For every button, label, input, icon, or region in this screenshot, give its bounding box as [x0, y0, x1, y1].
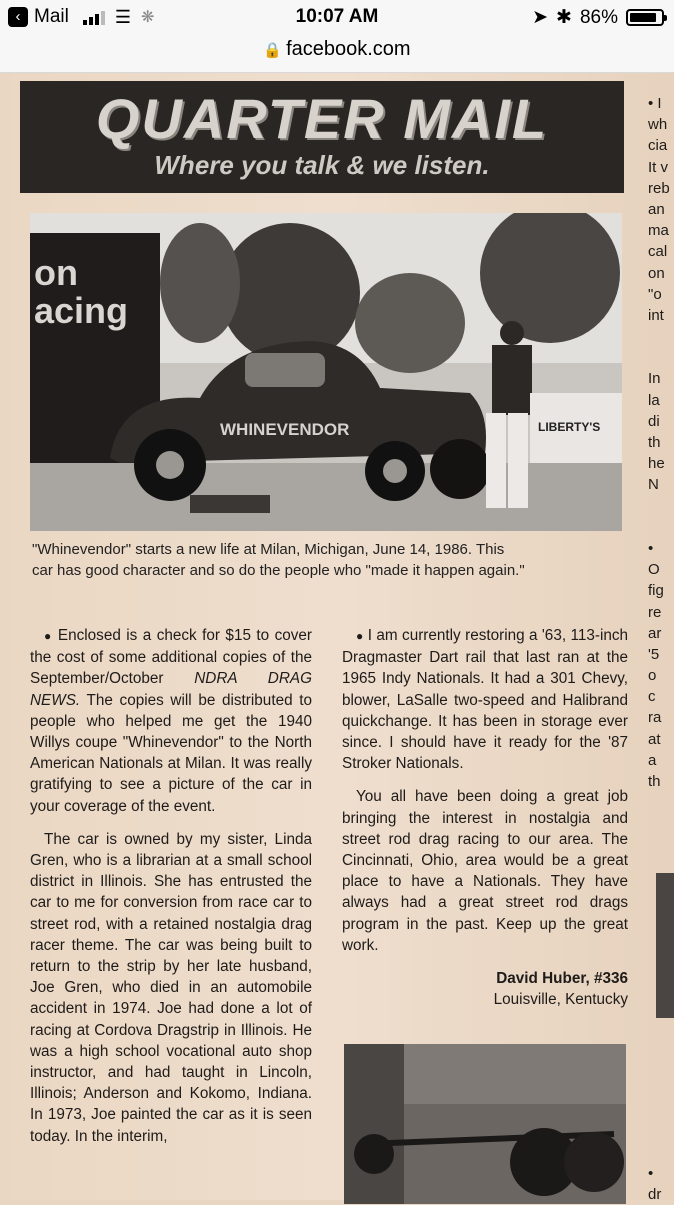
back-app-label[interactable]: Mail [34, 6, 69, 27]
sign-text-1: on [34, 252, 78, 293]
liberty-sign-text: LIBERTY'S [538, 420, 601, 434]
wifi-icon: ☰ [114, 6, 131, 27]
letter-column-1 [30, 625, 312, 1159]
signature-location: Louisville, Kentucky [493, 991, 628, 1009]
fragment-line: re [648, 603, 662, 621]
fragment-line: cia [648, 137, 668, 155]
adjacent-column-fragments [648, 93, 674, 792]
letter-1-text-a: Enclosed is a check for $15 to cover the cost of some additional copies of the September/October [30, 627, 313, 688]
bullet-icon: ● [44, 629, 53, 643]
fragment-line: ma [648, 222, 669, 240]
back-arrow-icon[interactable]: ‹ [8, 7, 28, 27]
battery-percent: 86% [579, 6, 618, 28]
lock-icon: 🔒 [263, 42, 283, 59]
banner-title: QUARTER MAIL [95, 87, 549, 150]
letter-column-2 [342, 625, 628, 1022]
fragment-line: la [648, 391, 660, 409]
caption-line-1: "Whinevendor" starts a new life at Milan, Michigan, June 14, 1986. This [32, 541, 505, 558]
car-photo-image [30, 213, 622, 531]
car-lettering: WHINEVENDOR [220, 420, 350, 439]
car-photo[interactable] [30, 213, 622, 531]
address-bar[interactable] [0, 38, 674, 61]
location-arrow-icon: ➤ [532, 7, 549, 28]
fragment-line: In [648, 370, 661, 388]
fragment-line: • I [648, 95, 662, 112]
dragster-photo[interactable] [344, 1044, 626, 1204]
fragment-line: he [648, 455, 665, 473]
activity-spinner-icon: ❋ [140, 9, 155, 26]
fragment-line: • [648, 1165, 654, 1182]
signature-name: David Huber, #336 [496, 970, 628, 988]
fragment-line: N [648, 476, 659, 494]
fragment-line: "o [648, 285, 662, 303]
ios-status-bar [0, 0, 674, 73]
fragment-line: dr [648, 1186, 662, 1204]
adjacent-photo-fragment [656, 873, 674, 1018]
fragment-line [648, 347, 674, 368]
fragment-line [648, 517, 674, 538]
caption-line-2: car has good character and so do the people who "made it happen again." [32, 562, 525, 579]
fragment-line: th [648, 773, 661, 790]
letter-1-paragraph-1 [30, 625, 312, 817]
url-text[interactable]: facebook.com [286, 38, 411, 60]
battery-fill [630, 13, 656, 22]
letter-1-text-b: The copies will be distributed to people who helped me get the 1940 Willys coupe "Whinevendor" to the North American Nationals at Milan. It was really gratifying to see a picture of the car in your coverage of the event. [30, 691, 312, 815]
adjacent-column-bottom [648, 1163, 674, 1205]
clock: 10:07 AM [295, 6, 379, 27]
letter-2-paragraph-1 [342, 625, 628, 774]
fragment-line: on [648, 264, 665, 282]
column-banner [20, 81, 624, 193]
fragment-line [648, 326, 674, 347]
fragment-line: o [648, 667, 657, 685]
battery-icon [626, 9, 664, 26]
fragment-line: O [648, 561, 660, 579]
fragment-line: c [648, 688, 656, 706]
fragment-line: di [648, 412, 660, 430]
fragment-line: fig [648, 582, 664, 600]
fragment-line: wh [648, 116, 668, 134]
bluetooth-icon: ✱ [556, 7, 572, 28]
fragment-line: a [648, 751, 657, 769]
dragster-photo-image [344, 1044, 626, 1204]
fragment-line [648, 496, 674, 517]
fragment-line: int [648, 306, 664, 324]
fragment-line: It v [648, 158, 669, 176]
sign-text-2: acing [34, 290, 129, 331]
fragment-line: at [648, 730, 661, 748]
fragment-line: reb [648, 179, 670, 197]
bullet-icon: ● [356, 629, 364, 643]
letter-1-paragraph-2: The car is owned by my sister, Linda Gren, who is a librarian at a small school district in Illinois. She has entrusted the car to me for conversion from race car to street rod, with a retained nostalgia drag racer theme. The car was being built to return to the strip by her late husband, Joe Gren, who died in an automobile accident in 1974. Joe had done a lot of racing at Cordova Dragstrip in Illinois. He was a high school vocational auto shop instructor, and had taught in Lincoln, Illinois; Anderson and Kokomo, Indiana. In 1973, Joe painted the car as it is seen today. In the interim, [30, 830, 312, 1145]
fragment-line: cal [648, 243, 668, 261]
fragment-line: • [648, 539, 654, 557]
fragment-line: ar [648, 624, 662, 642]
banner-subtitle: Where you talk & we listen. [154, 150, 490, 180]
status-right [532, 6, 664, 29]
newspaper-clipping [0, 73, 674, 1204]
letter-2-text: I am currently restoring a '63, 113-inch Dragmaster Dart rail that last ran at the 1965 Indy Nationals. It had a 301 Chevy, blower, LaSalle two-speed and Halibrand quickchange. It has been in storage ever since. I should have it ready for the '87 Stroker Nationals. [342, 627, 629, 773]
letter-2-paragraph-2: You all have been doing a great job bringing the interest in nostalgia and street rod drag racing to our area. The Cincinnati, Ohio, area would be a great place to have a Nationals. They have always had a great street rod drags program in the past. Keep up the great work. [342, 788, 628, 954]
publication-name: NDRA DRAG NEWS. [30, 670, 312, 709]
fragment-line: ra [648, 709, 662, 727]
photo-caption [32, 539, 624, 581]
fragment-line: '5 [648, 645, 660, 663]
fragment-line: an [648, 200, 665, 218]
fragment-line: th [648, 434, 661, 451]
